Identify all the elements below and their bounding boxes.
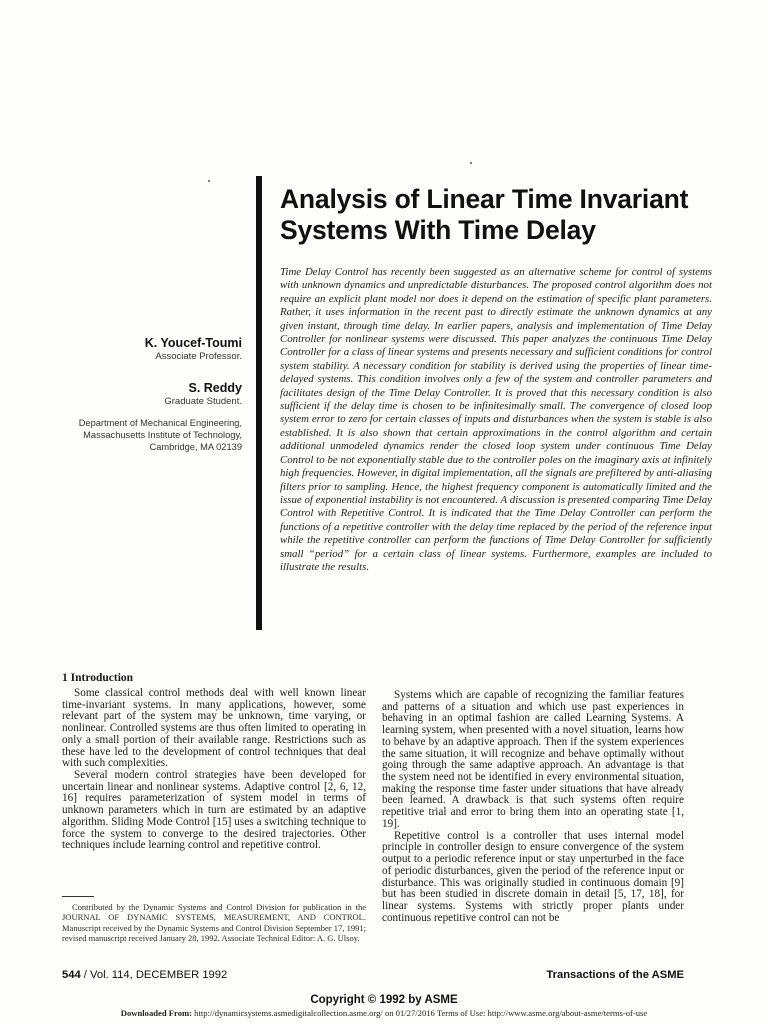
download-notice bbox=[0, 1008, 768, 1018]
paragraph: Repetitive control is a controller that uses internal model principle in controller design to ensure convergence of the system output to a periodic reference input or stay unperturbed in the face of periodic disturbances, given the period of the reference input or disturbance. This was originally studied in continuous domain [9] but has been studied in discrete domain in detail [5, 17, 18], for linear systems. Systems with strictly proper plants under continuous repetitive control can not be bbox=[382, 829, 684, 924]
affiliation-line: Department of Mechanical Engineering, bbox=[78, 418, 242, 428]
paragraph: Some classical control methods deal with well known linear time-invariant systems. In many applications, however, some relevant part of the system may be unknown, time varying, or nonlinear. Controlled systems are thus often limited to operating in only a small portion of their available range. Restrictions such as these have led to the development of control techniques that deal with such complexities. bbox=[62, 687, 366, 770]
paragraph: Systems which are capable of recognizing the familiar features and patterns of a situation and which use past experiences in behaving in an optimal fashion are called Learning Systems. A learning system, when presented with a novel situation, learns how to behave by an adaptive approach. Then if the system experiences the same situation, it will recognize and behave optimally without going through the same adaptive approach. An advantage is that the system need not be identified in every environmental situation, making the response time faster under situations that have already been learned. A drawback is that such systems often require repetitive trial and error to bring them into an operating state [1, 19]. bbox=[382, 689, 684, 830]
scan-speck bbox=[470, 162, 472, 164]
abstract: Time Delay Control has recently been suggested as an alternative scheme for control of systems with unknown dynamics and unpredictable disturbances. The proposed control algorithm does not require an explicit plant model nor does it depend on the estimation of specific plant parameters. Rather, it uses information in the recent past to directly estimate the unknown dynamics at any given instant, through time delay. In earlier papers, analysis and implementation of Time Delay Controller for nonlinear systems were discussed. This paper analyzes the continuous Time Delay Controller for a class of linear systems and presents necessary and sufficient conditions for control system stability. A necessary condition for stability is derived using the properties of linear time-delayed systems. This condition involves only a few of the system and controller parameters and facilitates design of the Time Delay Controller. It is proved that this necessary condition is also sufficient if the delay time is chosen to be infinitesimally small. The convergence of closed loop system error to zero for certain classes of inputs and disturbances when the system is stable is also established. It is also shown that certain approximations in the control algorithm and certain additional unmodeled dynamics render the closed loop system under continuous Time Delay Control to be not exponentially stable due to the controller poles on the imaginary axis at infinitely high frequencies. However, in digital implementation, all the signals are prefiltered by anti-aliasing filters prior to sampling. Hence, the highest frequency component is automatically limited and the issue of exponential instability is not encountered. A discussion is presented comparing Time Delay Control with Repetitive Control. It is indicated that the Time Delay Controller can perform the functions of a repetitive controller with the delay time replaced by the period of the reference input while the repetitive controller can perform the functions of Time Delay Controller for sufficiently small “period” for a certain class of linear systems. Furthermore, examples are included to illustrate the results. bbox=[280, 266, 712, 573]
paper-title: Analysis of Linear Time Invariant Systems With Time Delay bbox=[280, 184, 689, 245]
paragraph: Several modern control strategies have been developed for uncertain linear and nonlinear systems. Adaptive control [2, 6, 12, 16] requires parameterization of system model in terms of unknown parameters which in turn are estimated by an adaptive algorithm. Sliding Mode Control [15] uses a switching technique to force the system to converge to the desired trajectories. Other techniques include learning control and repetitive control. bbox=[62, 769, 366, 852]
page-footer-left bbox=[62, 969, 227, 981]
copyright-notice: Copyright © 1992 by ASME bbox=[310, 994, 458, 1006]
author-block bbox=[70, 336, 242, 453]
footnote-rule bbox=[62, 896, 94, 897]
left-column bbox=[62, 688, 366, 852]
author-name: S. Reddy bbox=[188, 381, 242, 395]
affiliation-line: Massachusetts Institute of Technology, bbox=[83, 429, 242, 440]
author-title: Associate Professor. bbox=[155, 351, 242, 362]
right-column bbox=[382, 690, 684, 924]
affiliation bbox=[70, 418, 242, 453]
journal-name: Transactions of the ASME bbox=[546, 969, 684, 981]
scan-speck bbox=[208, 180, 210, 182]
author-name: K. Youcef-Toumi bbox=[144, 336, 242, 350]
footnote: Contributed by the Dynamic Systems and Control Division for publication in the JOURNAL OF DYNAMIC SYSTEMS, MEASUREMENT, AND CONTROL. Manuscript received by the Dynamic Systems and Control Division September 17, 1991; revised manuscript received January 28, 1992. Associate Technical Editor: A. G. Ulsoy. bbox=[62, 902, 366, 944]
page-number: 544 bbox=[62, 969, 81, 981]
title-rule bbox=[256, 176, 262, 630]
download-label: Downloaded From: bbox=[120, 1008, 193, 1018]
author-title: Graduate Student. bbox=[164, 396, 242, 407]
volume-info: / Vol. 114, DECEMBER 1992 bbox=[80, 969, 228, 981]
download-text: http://dynamicsystems.asmedigitalcollection.asme.org/ on 01/27/2016 Terms of Use: http://www.asme.org/about-asme/terms-of-use bbox=[192, 1008, 648, 1018]
affiliation-line: Cambridge, MA 02139 bbox=[149, 441, 242, 452]
section-heading: 1 Introduction bbox=[62, 672, 134, 684]
